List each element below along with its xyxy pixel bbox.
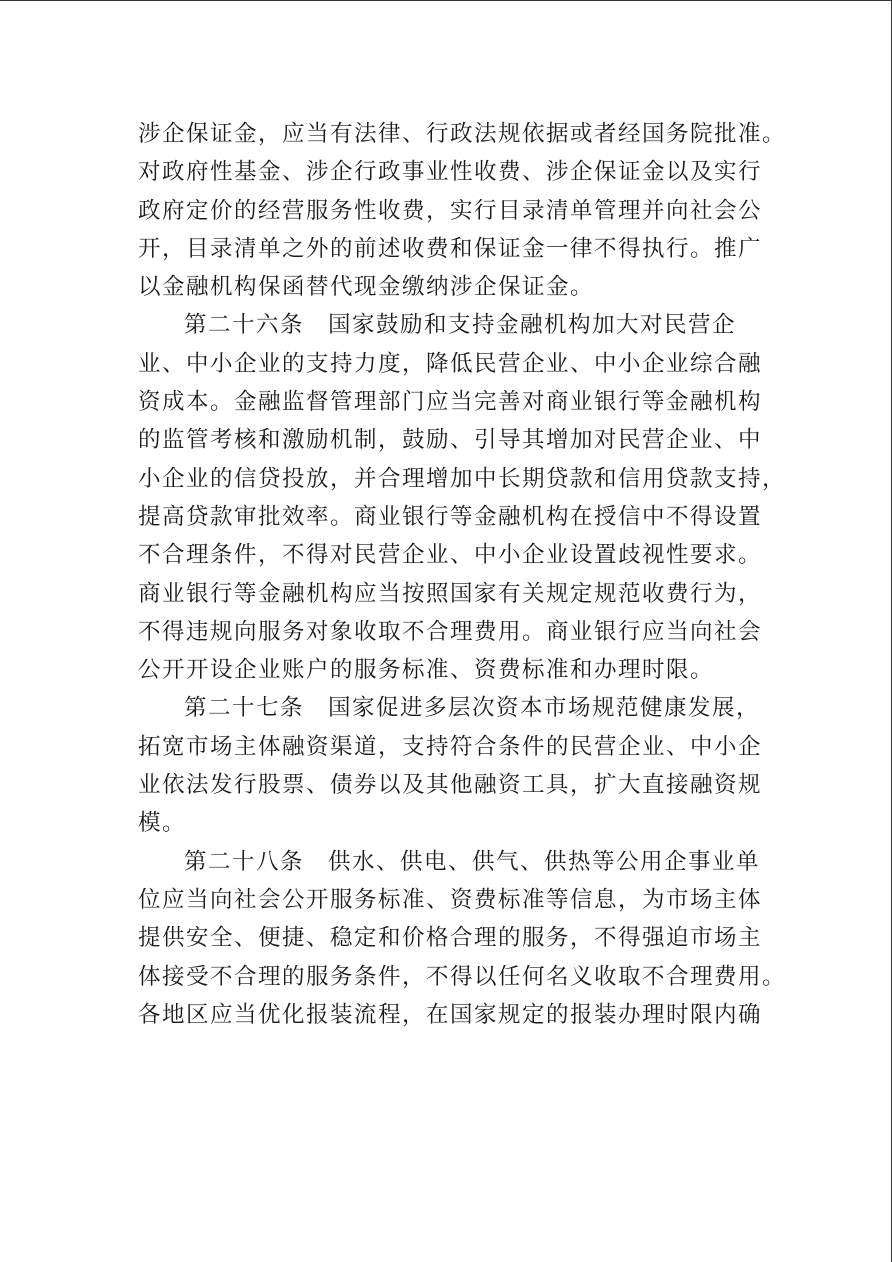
text-line: 体接受不合理的服务条件，不得以任何名义收取不合理费用。 xyxy=(138,963,787,990)
text-line: 小企业的信贷投放，并合理增加中长期贷款和信用贷款支持， xyxy=(138,465,787,492)
text-line: 对政府性基金、涉企行政事业性收费、涉企保证金以及实行 xyxy=(138,159,763,186)
text-line: 提高贷款审批效率。商业银行等金融机构在授信中不得设置 xyxy=(138,503,763,530)
text-line: 不得违规向服务对象收取不合理费用。商业银行应当向社会 xyxy=(138,618,763,645)
text-line: 拓宽市场主体融资渠道，支持符合条件的民营企业、中小企 xyxy=(138,733,763,760)
text-line: 的监管考核和激励机制，鼓励、引导其增加对民营企业、中 xyxy=(138,427,763,454)
article-heading-line: 第二十七条 国家促进多层次资本市场规范健康发展， xyxy=(184,695,761,722)
text-line: 提供安全、便捷、稳定和价格合理的服务，不得强迫市场主 xyxy=(138,925,763,952)
article-heading-line: 第二十六条 国家鼓励和支持金融机构加大对民营企 xyxy=(184,312,737,339)
text-line: 模。 xyxy=(138,810,187,837)
text-line: 业、中小企业的支持力度，降低民营企业、中小企业综合融 xyxy=(138,350,763,377)
text-line: 各地区应当优化报装流程，在国家规定的报装办理时限内确 xyxy=(138,1001,763,1028)
text-line: 商业银行等金融机构应当按照国家有关规定规范收费行为， xyxy=(138,580,763,607)
text-line: 政府定价的经营服务性收费，实行目录清单管理并向社会公 xyxy=(138,197,763,224)
text-line: 资成本。金融监督管理部门应当完善对商业银行等金融机构 xyxy=(138,389,763,416)
text-line: 公开开设企业账户的服务标准、资费标准和办理时限。 xyxy=(138,657,715,684)
text-line: 以金融机构保函替代现金缴纳涉企保证金。 xyxy=(138,274,595,301)
article-heading-line: 第二十八条 供水、供电、供气、供热等公用企事业单 xyxy=(184,848,761,875)
document-body xyxy=(138,115,787,1034)
text-line: 业依法发行股票、债券以及其他融资工具，扩大直接融资规 xyxy=(138,772,763,799)
text-line: 涉企保证金，应当有法律、行政法规依据或者经国务院批准。 xyxy=(138,121,787,147)
text-line: 开，目录清单之外的前述收费和保证金一律不得执行。推广 xyxy=(138,235,763,262)
text-line: 不合理条件，不得对民营企业、中小企业设置歧视性要求。 xyxy=(138,542,763,569)
text-line: 位应当向社会公开服务标准、资费标准等信息，为市场主体 xyxy=(138,886,763,913)
